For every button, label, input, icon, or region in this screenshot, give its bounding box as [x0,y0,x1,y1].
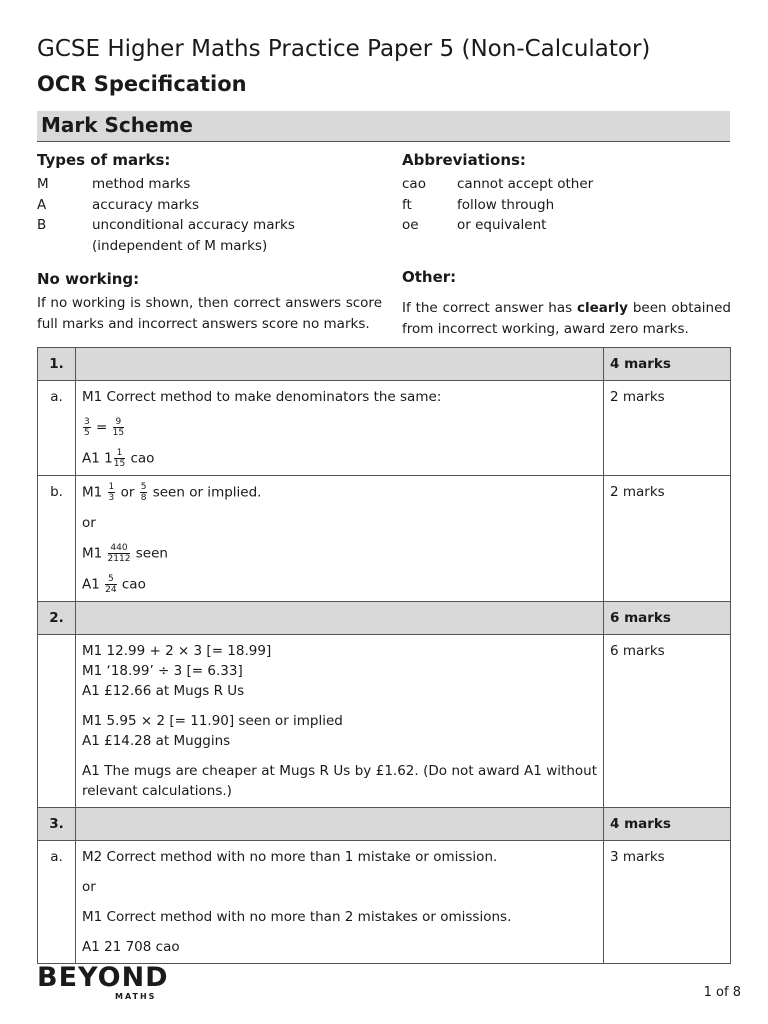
denominator: 3 [108,493,115,503]
abbreviations-list [402,174,593,236]
no-working-heading: No working: [37,270,140,288]
part-body [76,635,604,808]
denominator: 5 [84,428,90,438]
scheme-line: M2 Correct method with no more than 1 mistake or omission. [82,849,498,865]
question-number: 3. [38,808,76,841]
types-of-marks-list [37,174,295,256]
scheme-line: M1 5.95 × 2 [= 11.90] seen or implied [82,713,343,729]
mark-desc: accuracy marks [92,196,200,213]
logo-subtext: MATHS [115,992,157,1001]
numerator: 1 [114,448,125,459]
question-blank [76,348,604,381]
other-heading: Other: [402,268,457,286]
list-item [402,215,593,236]
part-label [38,635,76,808]
numerator: 3 [84,417,90,427]
table-row [38,381,731,476]
scheme-line [82,574,597,595]
part-marks: 3 marks [604,841,731,964]
fraction [108,543,131,564]
mark-scheme-banner [37,111,730,142]
list-item [37,236,295,257]
logo-wordmark: BEYOND [37,962,169,993]
other-text-part: If the correct answer has [402,300,577,316]
fraction [105,574,116,595]
scheme-text: A1 1 [82,450,113,467]
question-number: 2. [38,602,76,635]
question-number: 1. [38,348,76,381]
scheme-line: or [82,879,96,895]
abbreviations-heading: Abbreviations: [402,151,526,169]
scheme-text: or [120,484,135,501]
scheme-text: cao [121,576,146,593]
numerator: 9 [113,417,124,428]
part-body [76,841,604,964]
mark-scheme-table [37,347,731,964]
other-text-part: been obtained from incorrect working, award zero marks. [402,300,731,337]
part-marks: 2 marks [604,476,731,602]
fraction [140,482,148,503]
numerator: 1 [108,482,115,492]
list-item [402,195,593,216]
list-item [37,174,295,195]
scheme-text: M1 [82,545,103,562]
mark-key [37,236,92,257]
part-label: a. [38,381,76,476]
page-title: GCSE Higher Maths Practice Paper 5 (Non-Calculator) [37,36,651,62]
part-marks: 2 marks [604,381,731,476]
banner-text: Mark Scheme [41,113,193,137]
scheme-line: A1 21 708 cao [82,939,180,955]
numerator: 5 [140,482,147,492]
list-item [37,195,295,216]
scheme-line: M1 12.99 + 2 × 3 [= 18.99] [82,643,272,659]
mark-key: B [37,217,47,233]
scheme-line: or [82,515,96,531]
denominator: 24 [105,585,117,595]
scheme-line [82,482,597,503]
other-text [402,298,731,340]
abbr-desc: cannot accept other [457,176,594,192]
no-working-text: If no working is shown, then correct answers score full marks and incorrect answers score no marks. [37,295,382,332]
list-item [37,215,295,236]
scheme-line [82,543,597,564]
scheme-text: seen [135,545,168,562]
page-subtitle: OCR Specification [37,72,247,96]
question-header-row [38,808,731,841]
abbr-key: oe [402,217,419,233]
scheme-text: M1 [82,484,103,501]
question-marks: 6 marks [604,602,731,635]
scheme-line: A1 £14.28 at Muggins [82,733,231,749]
question-blank [76,808,604,841]
part-label: a. [38,841,76,964]
table-row [38,841,731,964]
mark-key: M [37,176,49,192]
scheme-line [82,417,597,438]
equals-sign: = [96,419,108,436]
part-label: b. [38,476,76,602]
question-marks: 4 marks [604,808,731,841]
scheme-text: A1 [82,576,100,593]
table-row [38,476,731,602]
scheme-line [82,448,597,469]
abbr-desc: or equivalent [457,217,547,233]
scheme-line: A1 The mugs are cheaper at Mugs R Us by £1.62. (Do not award A1 without relevant calculations.) [82,763,597,799]
question-header-row [38,602,731,635]
denominator: 2112 [107,554,131,564]
denominator: 8 [140,493,147,503]
numerator: 440 [108,543,131,554]
fraction [114,448,125,469]
abbr-key: ft [402,196,412,213]
mark-key: A [37,196,47,213]
scheme-line: A1 £12.66 at Mugs R Us [82,683,245,699]
mark-desc: (independent of M marks) [92,237,268,254]
question-blank [76,602,604,635]
scheme-line: M1 Correct method to make denominators the same: [82,389,442,405]
page-number: 1 of 8 [703,985,741,1000]
part-body [76,381,604,476]
denominator: 15 [113,459,126,469]
scheme-text: cao [130,450,155,467]
mark-desc: method marks [92,176,191,192]
scheme-text: seen or implied. [152,484,262,501]
part-marks: 6 marks [604,635,731,808]
mark-desc: unconditional accuracy marks [92,217,295,233]
numerator: 5 [105,574,116,585]
beyond-maths-logo [37,962,169,1001]
fraction [83,417,91,438]
part-body [76,476,604,602]
scheme-line: M1 Correct method with no more than 2 mistakes or omissions. [82,909,512,925]
scheme-line: M1 ‘18.99’ ÷ 3 [= 6.33] [82,663,243,679]
abbr-desc: follow through [457,196,555,213]
fraction [113,417,124,438]
abbr-key: cao [402,176,426,192]
types-of-marks-heading: Types of marks: [37,151,171,169]
other-text-emphasis: clearly [577,300,628,316]
denominator: 15 [112,428,125,438]
question-header-row [38,348,731,381]
list-item [402,174,593,195]
table-row [38,635,731,808]
question-marks: 4 marks [604,348,731,381]
fraction [108,482,116,503]
